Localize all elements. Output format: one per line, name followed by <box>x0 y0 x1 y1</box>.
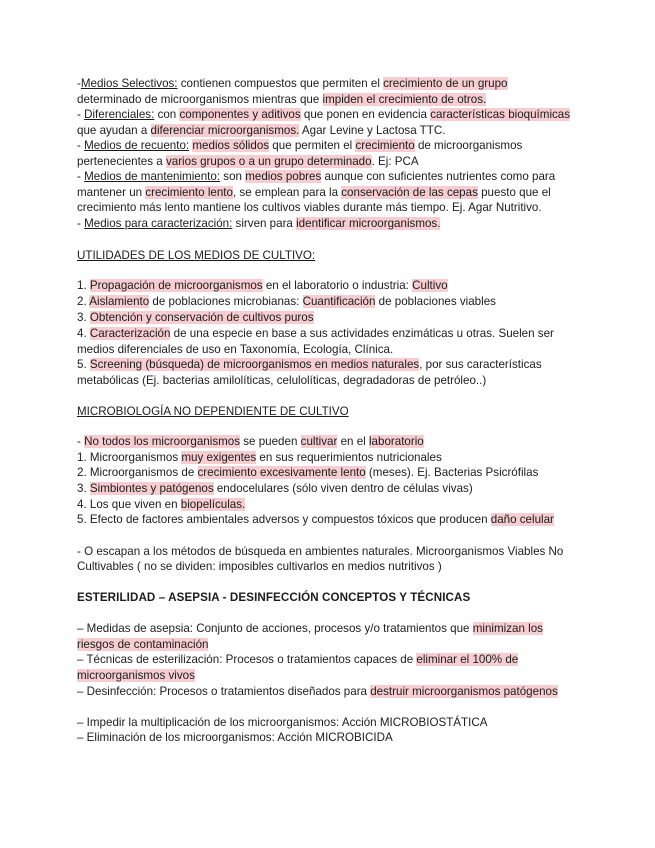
list-item <box>77 357 542 372</box>
highlight-span: riesgos de contaminación <box>77 638 209 651</box>
paragraph-line <box>77 200 542 215</box>
text-span: medios diferenciales de uso en Taxonomía, Ecología, Clínica. <box>77 343 394 356</box>
highlight-span: crecimiento <box>355 139 415 152</box>
text-span: que ayudan a <box>77 124 151 137</box>
medios-mantenimiento-line <box>77 169 555 184</box>
paragraph-line <box>77 342 393 357</box>
highlight-span: Cultivo <box>412 279 448 292</box>
text-span: pertenecientes a <box>77 155 166 168</box>
text-span: son <box>220 170 246 183</box>
paragraph-line <box>77 123 445 138</box>
text-span: 1. <box>77 279 90 292</box>
text-span: , por sus características <box>419 358 542 371</box>
highlight-span: identificar microorganismos. <box>296 217 441 230</box>
paragraph-line <box>77 621 543 636</box>
term-label: Medios de mantenimiento: <box>84 170 221 183</box>
text-span: que permiten el <box>269 139 356 152</box>
highlight-span: Screening (búsqueda) de microorganismos en medios naturales <box>89 358 420 371</box>
text-span: puesto que el <box>477 186 551 199</box>
text-span: Cultivables ( no se dividen: imposibles cultivarlos en medios nutritivos ) <box>77 560 442 573</box>
text-span: - <box>77 170 85 183</box>
paragraph-line <box>77 559 442 574</box>
text-span: - <box>77 77 81 90</box>
text-span: , se emplean para la <box>232 186 342 199</box>
text-span: 3. <box>77 482 90 495</box>
paragraph-line <box>77 154 419 169</box>
text-span: sirven para <box>232 217 297 230</box>
text-span: 2. <box>77 295 90 308</box>
text-span: - <box>77 217 85 230</box>
list-item <box>77 450 442 465</box>
highlight-span: conservación de las cepas <box>341 186 478 199</box>
text-span: 1. Microorganismos <box>77 451 182 464</box>
highlight-span: Propagación de microorganismos <box>89 279 263 292</box>
paragraph-line <box>77 668 195 683</box>
text-span: 3. <box>77 311 90 324</box>
text-span: de poblaciones viables <box>375 295 496 308</box>
text-span: - <box>77 435 85 448</box>
text-span: (meses). Ej. Bacterias Psicrófilas <box>365 466 539 479</box>
list-item <box>77 294 496 309</box>
list-item <box>77 512 554 527</box>
medios-selectivos-line <box>77 76 508 91</box>
paragraph-line <box>77 185 551 200</box>
list-item <box>77 497 245 512</box>
list-item <box>77 326 554 341</box>
list-item <box>77 278 448 293</box>
term-label: Medios Selectivos: <box>80 77 178 90</box>
text-span: contienen compuestos que permiten el <box>177 77 384 90</box>
paragraph-line <box>77 730 393 745</box>
text-span: en el laboratorio o industria: <box>262 279 413 292</box>
text-span: crecimiento más lento mantiene los cultivos viables durante más tiempo. Ej. Agar Nutritivo. <box>77 201 542 214</box>
text-span: mantener un <box>77 186 146 199</box>
text-span: . Ej: PCA <box>371 155 419 168</box>
text-span: - <box>77 108 85 121</box>
highlight-span: muy exigentes <box>181 451 257 464</box>
esterilidad-heading: ESTERILIDAD – ASEPSIA - DESINFECCIÓN CONCEPTOS Y TÉCNICAS <box>77 591 471 604</box>
medios-diferenciales-line <box>77 107 570 122</box>
paragraph-line <box>77 373 486 388</box>
highlight-span: Obtención y conservación de cultivos puros <box>89 311 314 324</box>
text-span: en sus requerimientos nutricionales <box>256 451 442 464</box>
text-span: metabólicas (Ej. bacterias amilolíticas, celulolíticas, degradadoras de petróleo..) <box>77 374 487 387</box>
text-span: de microorganismos <box>414 139 523 152</box>
highlight-span: crecimiento excesivamente lento <box>197 466 366 479</box>
highlight-span: No todos los microorganismos <box>84 435 241 448</box>
paragraph-line <box>77 715 487 730</box>
text-span: endocelulares (sólo viven dentro de células vivas) <box>213 482 473 495</box>
text-span: de poblaciones microbianas: <box>149 295 303 308</box>
highlight-span: medios sólidos <box>192 139 270 152</box>
highlight-span: destruir microorganismos patógenos <box>370 685 558 698</box>
text-span: aunque con suficientes nutrientes como para <box>321 170 556 183</box>
highlight-span: crecimiento lento <box>145 186 233 199</box>
medios-caracterizacion-line <box>77 216 440 231</box>
highlight-span: cultivar <box>300 435 338 448</box>
highlight-span: eliminar el 100% de <box>416 653 519 666</box>
highlight-span: laboratorio <box>368 435 424 448</box>
text-span: en el <box>337 435 369 448</box>
text-span: 5. <box>77 358 90 371</box>
text-span: con <box>154 108 180 121</box>
text-span: Agar Levine y Lactosa TTC. <box>299 124 446 137</box>
list-item <box>77 465 538 480</box>
text-span: 5. Efecto de factores ambientales adversos y compuestos tóxicos que producen <box>77 513 491 526</box>
highlight-span: características bioquímicas <box>430 108 571 121</box>
paragraph-line <box>77 434 424 449</box>
term-label: Medios de recuento: <box>84 139 190 152</box>
text-span: - O escapan a los métodos de búsqueda en ambientes naturales. Microorganismos Viables No <box>77 545 564 558</box>
highlight-span: impiden el crecimiento de otros. <box>322 93 487 106</box>
paragraph-line <box>77 684 558 699</box>
text-span: que ponen en evidencia <box>300 108 431 121</box>
text-span: – Impedir la multiplicación de los microorganismos: Acción MICROBIOSTÁTICA <box>77 716 488 729</box>
text-span: – Eliminación de los microorganismos: Acción MICROBICIDA <box>77 731 393 744</box>
highlight-span: microorganismos vivos <box>77 669 195 682</box>
utilidades-heading: UTILIDADES DE LOS MEDIOS DE CULTIVO: <box>77 249 316 262</box>
microbiologia-heading: MICROBIOLOGÍA NO DEPENDIENTE DE CULTIVO <box>77 405 349 418</box>
highlight-span: varios grupos o a un grupo determinado <box>165 155 372 168</box>
term-label: Medios para caracterización: <box>84 217 233 230</box>
text-span: se pueden <box>240 435 301 448</box>
paragraph-line <box>77 544 563 559</box>
highlight-span: diferenciar microorganismos. <box>150 124 300 137</box>
text-span: 2. Microorganismos de <box>77 466 198 479</box>
highlight-span: medios pobres <box>245 170 322 183</box>
list-item <box>77 481 473 496</box>
highlight-span: Simbiontes y patógenos <box>89 482 214 495</box>
highlight-span: Cuantificación <box>302 295 376 308</box>
highlight-span: crecimiento de un grupo <box>383 77 508 90</box>
text-span: – Técnicas de esterilización: Procesos o tratamientos capaces de <box>77 653 417 666</box>
text-span: determinado de microorganismos mientras que <box>77 93 323 106</box>
text-span: – Desinfección: Procesos o tratamientos diseñados para <box>77 685 371 698</box>
medios-recuento-line <box>77 138 522 153</box>
term-label: Diferenciales: <box>84 108 155 121</box>
highlight-span: Caracterización <box>89 327 171 340</box>
list-item <box>77 310 314 325</box>
text-span: de una especie en base a sus actividades enzimáticas u otras. Suelen ser <box>170 327 554 340</box>
paragraph-line <box>77 637 208 652</box>
paragraph-line <box>77 92 486 107</box>
highlight-span: componentes y aditivos <box>179 108 301 121</box>
highlight-span: biopelículas. <box>180 498 246 511</box>
highlight-span: Aislamiento <box>89 295 150 308</box>
text-span: 4. <box>77 327 90 340</box>
text-span: – Medidas de asepsia: Conjunto de acciones, procesos y/o tratamientos que <box>77 622 473 635</box>
highlight-span: daño celular <box>490 513 554 526</box>
paragraph-line <box>77 652 518 667</box>
highlight-span: minimizan los <box>472 622 543 635</box>
text-span: 4. Los que viven en <box>77 498 181 511</box>
text-span: - <box>77 139 85 152</box>
